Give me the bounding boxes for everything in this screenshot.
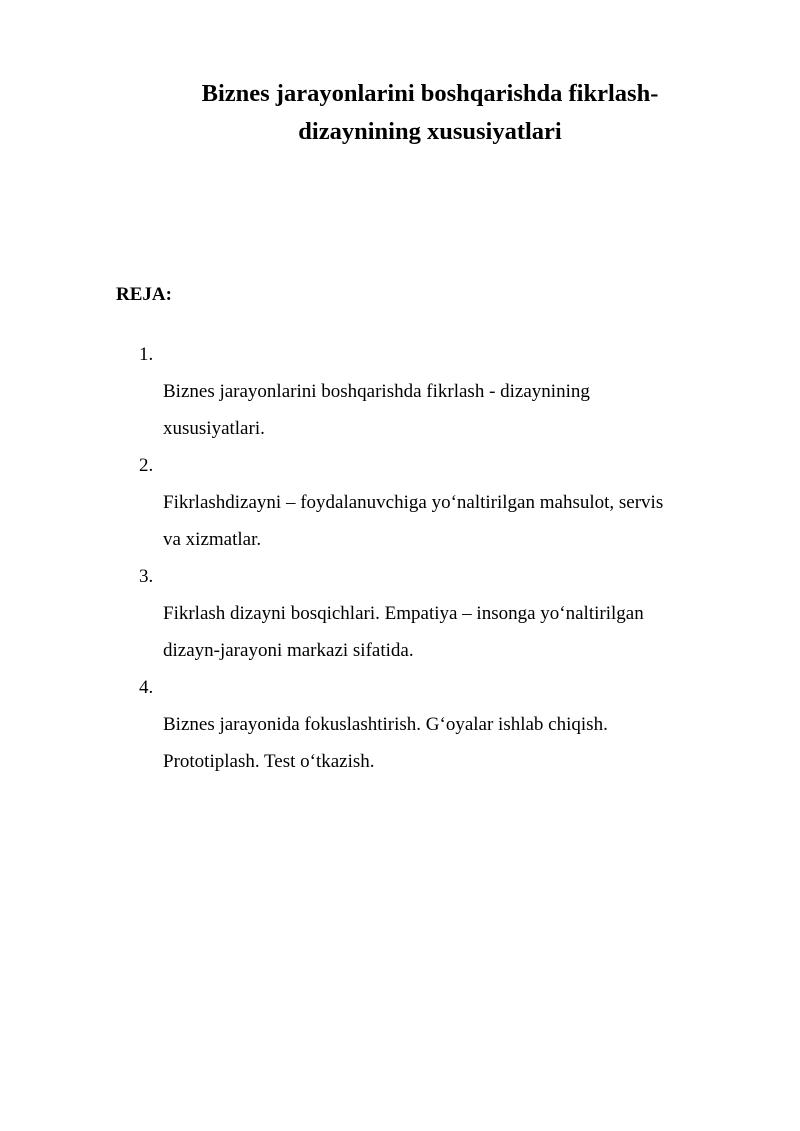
plan-item-2 (0, 447, 800, 558)
plan-item-text (0, 595, 743, 669)
plan-item-line: Prototiplash. Test o‘tkazish. (163, 751, 375, 772)
title-line-1: Biznes jarayonlarini boshqarishda fikrlash- (201, 80, 659, 107)
plan-item-number: 2. (139, 455, 154, 476)
plan-item-text (0, 706, 743, 780)
plan-item-line: Biznes jarayonlarini boshqarishda fikrlash - dizaynining (163, 381, 590, 402)
plan-item-4 (0, 669, 800, 780)
plan-item-number: 4. (139, 677, 154, 698)
plan-heading: REJA: (116, 284, 172, 305)
plan-item-line: dizayn-jarayoni markazi sifatida. (163, 640, 414, 661)
document-title (110, 75, 750, 151)
plan-item-line: Fikrlashdizayni – foydalanuvchiga yo‘naltirilgan mahsulot, servis (163, 492, 664, 513)
plan-item-line: Fikrlash dizayni bosqichlari. Empatiya – insonga yo‘naltirilgan (163, 603, 644, 624)
plan-item-line: va xizmatlar. (163, 529, 262, 550)
plan-item-text (0, 373, 743, 447)
plan-list (0, 336, 800, 780)
plan-item-number: 1. (139, 344, 154, 365)
plan-item-line: Biznes jarayonida fokuslashtirish. G‘oyalar ishlab chiqish. (163, 714, 608, 735)
plan-item-3 (0, 558, 800, 669)
plan-item-1 (0, 336, 800, 447)
plan-item-line: xususiyatlari. (163, 418, 265, 439)
plan-item-number: 3. (139, 566, 154, 587)
plan-item-text (0, 484, 743, 558)
title-line-2: dizaynining xususiyatlari (298, 118, 562, 145)
